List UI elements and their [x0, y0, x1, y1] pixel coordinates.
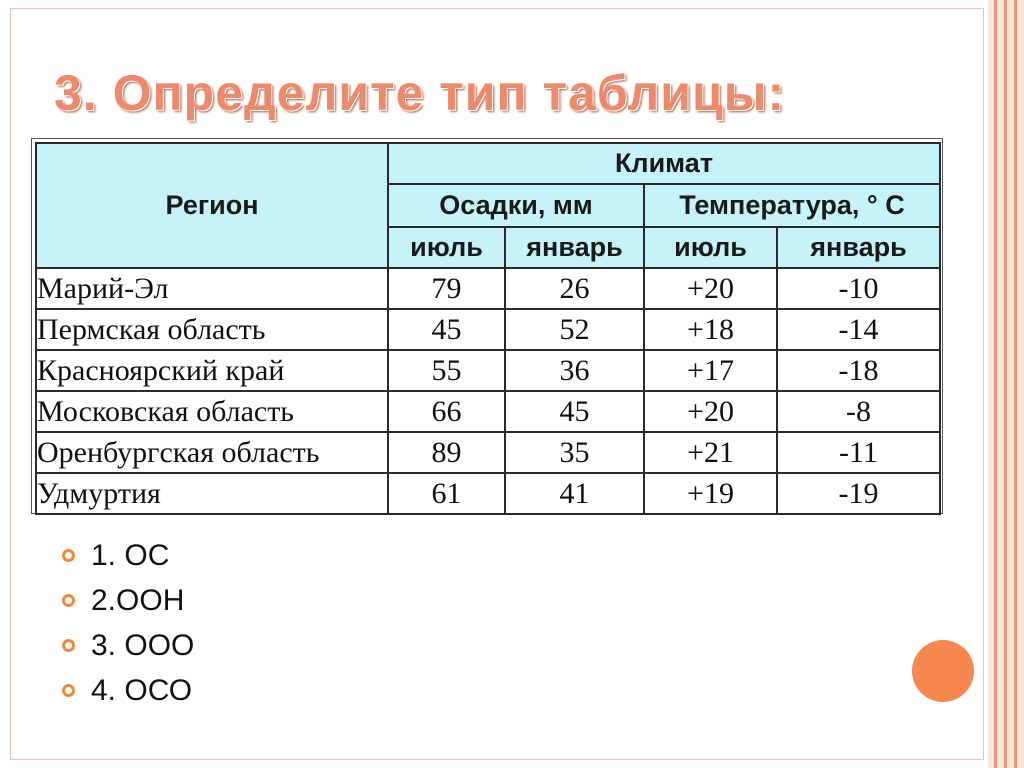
- precip-january-value: 52: [505, 309, 644, 350]
- temp-january-value: -18: [777, 350, 940, 391]
- precip-july-value: 89: [388, 432, 505, 473]
- precip-january-value: 41: [505, 473, 644, 514]
- precip-july-value: 79: [388, 268, 505, 309]
- temp-july-value: +18: [644, 309, 777, 350]
- slide-title: 3. Определите тип таблицы:: [54, 65, 786, 121]
- header-temp-july: июль: [644, 227, 777, 268]
- header-climate: Климат: [388, 143, 940, 184]
- table-row: [36, 268, 940, 309]
- answer-option: [62, 668, 194, 713]
- bullet-icon: [62, 684, 75, 697]
- answer-option: [62, 533, 194, 578]
- temp-july-value: +20: [644, 268, 777, 309]
- answer-option-label: 1. ОС: [91, 539, 170, 572]
- table-row: [36, 309, 940, 350]
- answer-option-label: 4. ОСО: [91, 674, 193, 707]
- decorative-stripes: [988, 0, 1024, 768]
- header-precipitation: Осадки, мм: [388, 184, 644, 227]
- precip-july-value: 66: [388, 391, 505, 432]
- temp-january-value: -10: [777, 268, 940, 309]
- precip-january-value: 35: [505, 432, 644, 473]
- table-container: [31, 138, 943, 514]
- region-name: Марий-Эл: [36, 268, 388, 309]
- header-region: Регион: [36, 143, 388, 268]
- header-temperature: Температура, ° С: [644, 184, 940, 227]
- answer-options-list: [62, 533, 194, 713]
- answer-option: [62, 623, 194, 668]
- header-precip-july: июль: [388, 227, 505, 268]
- answer-option-label: 3. ООО: [91, 629, 195, 662]
- temp-july-value: +21: [644, 432, 777, 473]
- header-precip-january: январь: [505, 227, 644, 268]
- temp-july-value: +17: [644, 350, 777, 391]
- table-row: [36, 350, 940, 391]
- temp-july-value: +19: [644, 473, 777, 514]
- temp-january-value: -8: [777, 391, 940, 432]
- region-name: Оренбургская область: [36, 432, 388, 473]
- temp-january-value: -19: [777, 473, 940, 514]
- temp-july-value: +20: [644, 391, 777, 432]
- table-row: [36, 391, 940, 432]
- region-name: Красноярский край: [36, 350, 388, 391]
- table-row: [36, 473, 940, 514]
- temp-january-value: -11: [777, 432, 940, 473]
- climate-table: [35, 142, 941, 515]
- decorative-circle-icon: [912, 640, 974, 702]
- bullet-icon: [62, 639, 75, 652]
- region-name: Удмуртия: [36, 473, 388, 514]
- precip-january-value: 36: [505, 350, 644, 391]
- region-name: Московская область: [36, 391, 388, 432]
- table-row: [36, 432, 940, 473]
- answer-option: [62, 578, 194, 623]
- precip-january-value: 45: [505, 391, 644, 432]
- precip-july-value: 45: [388, 309, 505, 350]
- region-name: Пермская область: [36, 309, 388, 350]
- bullet-icon: [62, 549, 75, 562]
- temp-january-value: -14: [777, 309, 940, 350]
- precip-january-value: 26: [505, 268, 644, 309]
- precip-july-value: 61: [388, 473, 505, 514]
- precip-july-value: 55: [388, 350, 505, 391]
- answer-option-label: 2.ООН: [91, 584, 185, 617]
- bullet-icon: [62, 594, 75, 607]
- header-temp-january: январь: [777, 227, 940, 268]
